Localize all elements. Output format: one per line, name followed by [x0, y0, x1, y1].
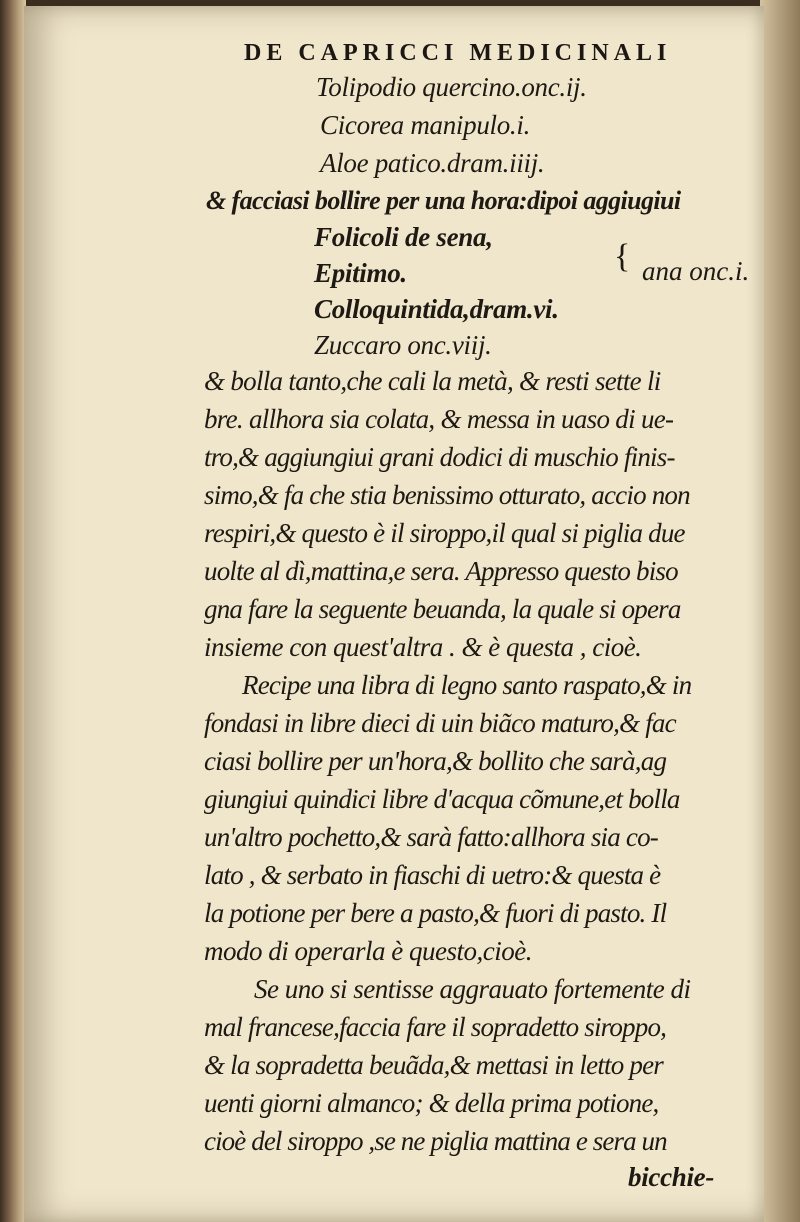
body-line: bre. allhora sia colata, & messa in uaso di ue-	[204, 404, 674, 434]
recipe-line: Aloe patico.dram.iiij.	[320, 148, 545, 178]
body-line: Recipe una libra di legno santo raspato,& in	[242, 670, 692, 700]
book-page	[24, 6, 764, 1222]
body-line: fondasi in libre dieci di uin biãco maturo,& fac	[204, 708, 676, 738]
recipe-line: Colloquintida,dram.vi.	[314, 294, 559, 324]
recipe-line: Zuccaro onc.viij.	[314, 330, 492, 360]
recipe-line: Tolipodio quercino.onc.ij.	[316, 72, 587, 102]
body-line: cioè del siroppo ,se ne piglia mattina e sera un	[204, 1126, 667, 1156]
recipe-line: Epitimo.	[314, 258, 407, 288]
body-line: uolte al dì,mattina,e sera. Appresso questo biso	[204, 556, 678, 586]
body-line: modo di operarla è questo,cioè.	[204, 936, 532, 966]
body-line: gna fare la seguente beuanda, la quale si opera	[204, 594, 681, 624]
recipe-line: Folicoli de sena,	[314, 222, 493, 252]
book-spine-edge	[0, 0, 26, 1222]
body-line: & la sopradetta beuãda,& mettasi in letto per	[204, 1050, 663, 1080]
recipe-line: Cicorea manipulo.i.	[320, 110, 531, 140]
body-line: insieme con quest'altra . & è questa , cioè.	[204, 632, 642, 662]
body-line: ciasi bollire per un'hora,& bollito che sarà,ag	[204, 746, 667, 776]
body-line: tro,& aggiungiui grani dodici di muschio finis-	[204, 442, 675, 472]
body-line: & bolla tanto,che cali la metà, & resti sette li	[204, 366, 661, 396]
catchword: bicchie-	[628, 1162, 715, 1192]
body-line: simo,& fa che stia benissimo otturato, accio non	[204, 480, 690, 510]
facing-page-edge	[760, 0, 800, 1222]
body-line: respiri,& questo è il siroppo,il qual si piglia due	[204, 518, 685, 548]
brace-note: ana onc.i.	[642, 256, 750, 286]
body-line: giungiui quindici libre d'acqua cõmune,et bolla	[204, 784, 680, 814]
body-line: Se uno si sentisse aggrauato fortemente di	[254, 974, 691, 1004]
body-line: la potione per bere a pasto,& fuori di pasto. Il	[204, 898, 667, 928]
running-head: DE CAPRICCI MEDICINALI	[244, 40, 672, 66]
brace-mark: {	[614, 238, 631, 275]
body-line: mal francese,faccia fare il sopradetto siroppo,	[204, 1012, 667, 1042]
recipe-line: & facciasi bollire per una hora:dipoi aggiugiui	[206, 186, 681, 215]
body-line: uenti giorni almanco; & della prima potione,	[204, 1088, 659, 1118]
body-line: lato , & serbato in fiaschi di uetro:& questa è	[204, 860, 661, 890]
body-line: un'altro pochetto,& sarà fatto:allhora sia co-	[204, 822, 658, 852]
